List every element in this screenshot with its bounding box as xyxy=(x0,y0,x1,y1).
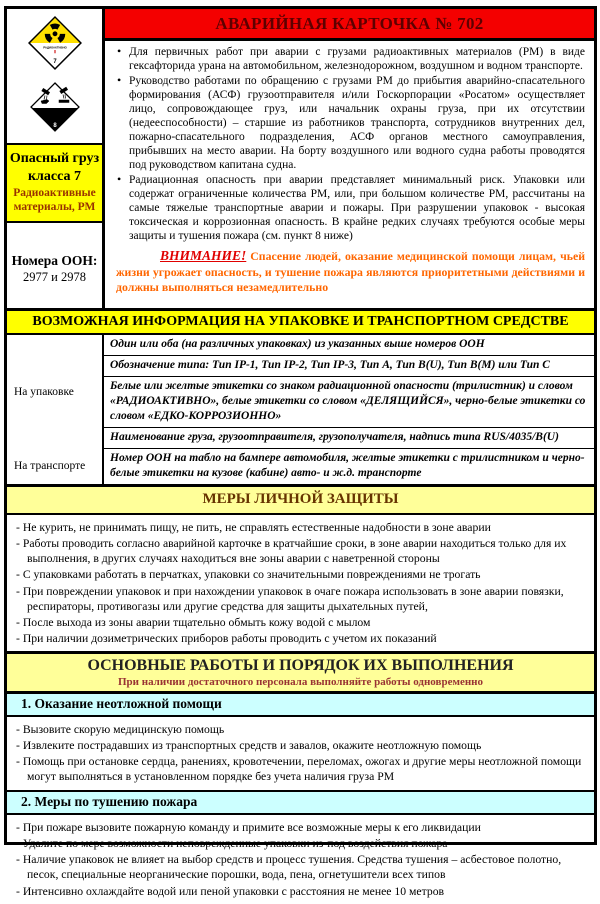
attention-paragraph xyxy=(116,248,585,294)
fire-item: - Интенсивно охлаждайте водой или пеной упаковки с расстояния не менее 10 метров xyxy=(16,884,586,899)
protection-item: - С упаковками работать в перчатках, упаковки со значительными повреждениями не трогать xyxy=(16,567,586,582)
fire-list xyxy=(7,815,594,904)
un-numbers-value: 2977 и 2978 xyxy=(23,269,86,284)
intro-bullet: • Радиационная опасность при аварии представляет минимальный риск. Упаковки или содержат ограниченные количества РМ, или, при большом количестве РМ, рассчитаны на самые тяжелые транспортные аварии и пожары. При разрушении упаковок - высокая токсическая и коррозионная опасность. В крайне редких случаях требуются особые меры защиты и тушения пожара (см. пункт 8 ниже) xyxy=(116,173,585,243)
hazard-class-label: Опасный груз класса 7 xyxy=(9,151,100,184)
un-numbers-label: Номера ООН: xyxy=(11,252,98,268)
protection-item: - Не курить, не принимать пищу, не пить, не справлять естественные надобности в зоне аварии xyxy=(16,520,586,535)
on-package-row: Наименование груза, грузоотправителя, грузополучателя, надпись типа RUS/4035/B(U) xyxy=(102,428,594,449)
intro-bullet: • Для первичных работ при аварии с грузами радиоактивных материалов (РМ) в виде гексафторида урана на автомобильном, железнодорожном, воздушном и водном транспорте. xyxy=(116,45,585,73)
info-section-header: ВОЗМОЖНАЯ ИНФОРМАЦИЯ НА УПАКОВКЕ И ТРАНСПОРТНОМ СРЕДСТВЕ xyxy=(7,308,594,333)
protection-item: - При наличии дозиметрических приборов работы проводить с учетом их показаний xyxy=(16,631,586,646)
un-numbers-block xyxy=(12,253,98,285)
radioactive-word: РАДИОАКТИВНО xyxy=(42,45,67,50)
on-package-row: Один или оба (на различных упаковках) из указанных выше номеров ООН xyxy=(102,335,594,356)
corrosive-placard-icon xyxy=(30,82,80,132)
on-package-row: Обозначение типа: Тип IP-1, Тип IP-2, Тип IP-3, Тип А, Тип B(U), Тип B(M) или Тип С xyxy=(102,356,594,377)
category-stripe xyxy=(54,50,55,53)
fire-item: - Наличие упаковок не влияет на выбор средств и процесс тушения. Средства тушения – асбестовое полотно, песок, специальные неорганические порошки, вода, пена, огнетушители всех типов xyxy=(16,852,586,882)
protection-item: - После выхода из зоны аварии тщательно обмыть кожу водой с мылом xyxy=(16,615,586,630)
intro-bullet: • Руководство работами по обращению с грузами РМ до прибытия аварийно-спасательного формирования (АСФ) грузоотправителя и/или Госкорпорации «Росатом» осуществляет лицо, сопровождающее груз, или начальник охраны груза, при их отсутствии (недееспособности) – старшие из работников транспорта, сотрудников внутренних дел, пожарно-спасательного подразделения, АСФ органов местного самоуправления, прибывших на место аварии. На борту воздушного или водного судна работы проводятся под руководством капитана судна. xyxy=(116,74,585,172)
main-top-column xyxy=(105,9,594,308)
first-aid-header: 1. Оказание неотложной помощи xyxy=(7,691,594,717)
first-aid-item: - Вызовите скорую медицинскую помощь xyxy=(16,722,586,737)
card-title: АВАРИЙНАЯ КАРТОЧКА № 702 xyxy=(105,9,594,41)
fire-item: - При пожаре вызовите пожарную команду и примите все возможные меры к его ликвидации xyxy=(16,820,586,835)
on-transport-label: На транспорте xyxy=(14,460,86,473)
hazard-class-sublabel: Радиоактивные материалы, РМ xyxy=(13,187,96,213)
hazard-sidebar xyxy=(7,9,105,308)
protection-item: - При повреждении упаковок и при нахождении упаковок в очаге пожара использовать в зоне аварии повязки, респираторы, противогазы или другие средства для защиты дыхательных путей, xyxy=(16,584,586,614)
attention-text: Спасение людей, оказание медицинской помощи лицам, чьей жизни угрожает опасность, и тушение пожара являются приоритетными действиями и должны выполняться незамедлительно xyxy=(116,249,585,294)
intro-text-block xyxy=(105,41,594,308)
protection-section-header: МЕРЫ ЛИЧНОЙ ЗАЩИТЫ xyxy=(7,484,594,513)
info-table xyxy=(7,333,594,484)
first-aid-list xyxy=(7,717,594,790)
fire-item: - Удалите по мере возможности неповрежденные упаковки из-под воздействия пожара xyxy=(16,836,586,851)
top-section xyxy=(7,9,594,308)
on-package-row: Белые или желтые этикетки со знаком радиационной опасности (трилистник) и словом «РАДИОАКТИВНО», белые этикетки со словом «ДЕЛЯЩИЙСЯ», черно-белые этикетки со словом «ЕДКО-КОРРОЗИОННО» xyxy=(102,377,594,428)
works-title: ОСНОВНЫЕ РАБОТЫ И ПОРЯДОК ИХ ВЫПОЛНЕНИЯ xyxy=(87,657,514,675)
fire-header: 2. Меры по тушению пожара xyxy=(7,790,594,815)
first-aid-item: - Извлеките пострадавших из транспортных средств и завалов, окажите неотложную помощь xyxy=(16,738,586,753)
attention-label: ВНИМАНИЕ! xyxy=(160,248,247,264)
works-subtitle: При наличии достаточного персонала выполняйте работы одновременно xyxy=(117,675,484,688)
class-7-number: 7 xyxy=(52,58,57,65)
works-section-header xyxy=(7,651,594,690)
first-aid-item: - Помощь при остановке сердца, ранениях, кровотечении, переломах, ожогах и другие меры неотложной помощи могут выполняться в установленном порядке без учета наличия груза РМ xyxy=(16,754,586,784)
protection-item: - Работы проводить согласно аварийной карточке в кратчайшие сроки, в зоне аварии находиться только для их выполнения, в других случаях находиться вне зоны аварии с наветренной стороны xyxy=(16,536,586,566)
protection-list xyxy=(7,513,594,652)
radioactive-placard-icon xyxy=(28,16,82,70)
emergency-card xyxy=(4,6,597,898)
on-package-label: На упаковке xyxy=(14,386,74,399)
class-8-number: 8 xyxy=(52,123,57,129)
on-transport-row: Номер ООН на табло на бампере автомобиля, желтые этикетки с трилистником и черно-белые этикетки на кузове (кабине) авто- и ж.д. транспорте xyxy=(102,449,594,484)
hazard-class-box xyxy=(7,143,102,223)
